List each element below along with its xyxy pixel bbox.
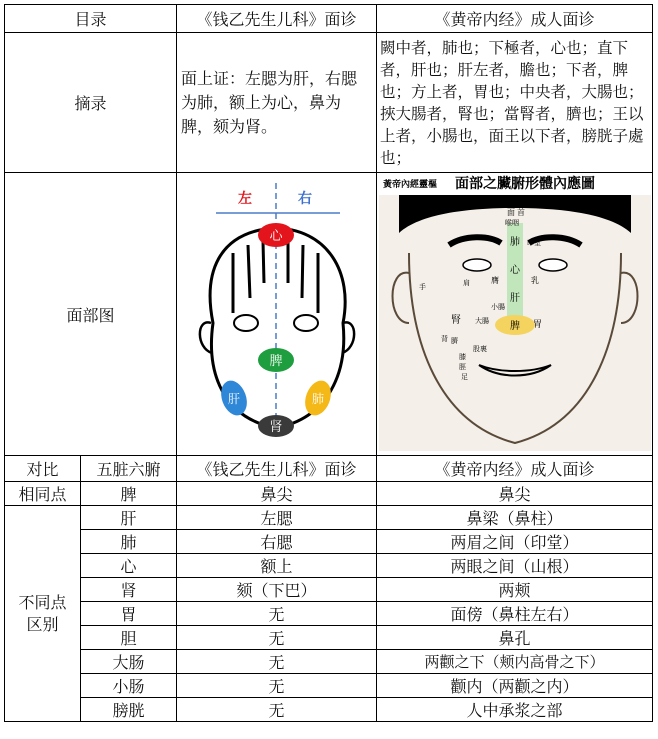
same-organ: 脾 — [81, 482, 177, 506]
spleen-text: 脾 — [269, 354, 283, 369]
label-gan: 肝 — [509, 293, 520, 304]
face-label: 面部图 — [5, 173, 177, 456]
label-dachang: 大腸 — [474, 317, 489, 325]
liver-text: 肝 — [227, 392, 240, 406]
excerpt-huangdi: 闕中者，肺也；下極者，心也；直下者，肝也；肝左者，膽也；下者，脾也；方上者，胃也；中央者，大腸也；挾大腸者，腎也；當腎者，臍也；王以上者，小腸也，面王以下者，膀胱子處也； — [377, 33, 653, 173]
lung-text: 肺 — [311, 392, 324, 406]
diff-qian: 额上 — [177, 554, 377, 578]
same-huangdi: 鼻尖 — [377, 482, 653, 506]
left-label: 左 — [237, 191, 252, 207]
adult-big-title: 面部之臟腑形體內應圖 — [454, 176, 595, 192]
adult-left-eye — [463, 259, 491, 271]
diff-qian: 颏（下巴） — [177, 578, 377, 602]
diff-qian: 左腮 — [177, 506, 377, 530]
compare-organs-header: 五脏六腑 — [81, 456, 177, 482]
label-guli: 股裏 — [472, 345, 487, 353]
label-qi: 臍 — [450, 337, 458, 345]
label-shou2: 手 — [418, 283, 426, 291]
diff-qian: 无 — [177, 626, 377, 650]
header-qian: 《钱乙先生儿科》面诊 — [177, 5, 377, 33]
label-shou: 首 — [516, 208, 525, 217]
diff-label — [5, 506, 81, 722]
diff-huangdi: 鼻孔 — [377, 626, 653, 650]
label-jing: 脛 — [458, 363, 466, 371]
diff-huangdi: 面傍（鼻柱左右） — [377, 602, 653, 626]
compare-label: 对比 — [5, 456, 81, 482]
diff-huangdi: 两颧之下（颊内高骨之下） — [377, 650, 653, 674]
header-huangdi: 《黄帝内经》成人面诊 — [377, 5, 653, 33]
diff-organ: 肾 — [81, 578, 177, 602]
label-houyan: 喉咽 — [504, 219, 519, 227]
diff-qian: 无 — [177, 674, 377, 698]
label-xin: 心 — [509, 265, 520, 276]
label-shen: 腎 — [450, 315, 461, 326]
diff-organ: 心 — [81, 554, 177, 578]
diff-organ: 胆 — [81, 626, 177, 650]
diff-organ: 肝 — [81, 506, 177, 530]
excerpt-label: 摘录 — [5, 33, 177, 173]
diff-organ: 小肠 — [81, 674, 177, 698]
label-yintang: 印堂 — [526, 239, 541, 247]
adult-small-title: 黃帝內經靈樞 — [382, 180, 437, 190]
diff-huangdi: 人中承浆之部 — [377, 698, 653, 722]
right-eye — [294, 315, 318, 331]
diff-huangdi: 两颊 — [377, 578, 653, 602]
excerpt-qian: 面上证：左腮为肝，右腮为肺，额上为心，鼻为脾，颏为肾。 — [177, 33, 377, 173]
diff-huangdi: 两眼之间（山根） — [377, 554, 653, 578]
right-label: 右 — [297, 191, 312, 207]
adult-face-diagram — [377, 173, 653, 456]
label-jian: 肩 — [462, 279, 470, 287]
label-wei: 胃 — [532, 320, 542, 330]
diff-qian: 无 — [177, 698, 377, 722]
diff-organ: 胃 — [81, 602, 177, 626]
diff-qian: 无 — [177, 602, 377, 626]
label-pi: 脾 — [509, 321, 520, 332]
label-ru: 乳 — [530, 276, 539, 285]
diff-huangdi: 颧内（两颧之内） — [377, 674, 653, 698]
diff-huangdi: 鼻梁（鼻柱） — [377, 506, 653, 530]
compare-huangdi-header: 《黄帝内经》成人面诊 — [377, 456, 653, 482]
diff-organ: 膀胱 — [81, 698, 177, 722]
heart-text: 心 — [269, 229, 283, 244]
adult-right-eye — [539, 259, 567, 271]
label-fei: 肺 — [509, 237, 520, 248]
diff-qian: 右腮 — [177, 530, 377, 554]
label-bei: 背 — [440, 335, 448, 343]
label-zu: 足 — [460, 373, 468, 381]
child-face-diagram — [177, 173, 377, 456]
compare-qian-header: 《钱乙先生儿科》面诊 — [177, 456, 377, 482]
comparison-table — [4, 4, 653, 722]
same-qian: 鼻尖 — [177, 482, 377, 506]
adult-face-svg — [379, 173, 651, 451]
label-ying: 膺 — [490, 276, 499, 285]
diff-organ: 大肠 — [81, 650, 177, 674]
label-xi: 膝 — [458, 353, 466, 361]
diff-qian: 无 — [177, 650, 377, 674]
label-xiaochang: 小腸 — [490, 303, 505, 311]
diff-label-text: 不同点区别 — [18, 592, 67, 634]
diff-huangdi: 两眉之间（印堂） — [377, 530, 653, 554]
same-label: 相同点 — [5, 482, 81, 506]
header-catalog: 目录 — [5, 5, 177, 33]
diff-organ: 肺 — [81, 530, 177, 554]
kidney-text: 肾 — [269, 420, 283, 435]
child-face-svg — [178, 173, 376, 451]
label-mian: 面 — [506, 208, 515, 217]
left-eye — [234, 315, 258, 331]
